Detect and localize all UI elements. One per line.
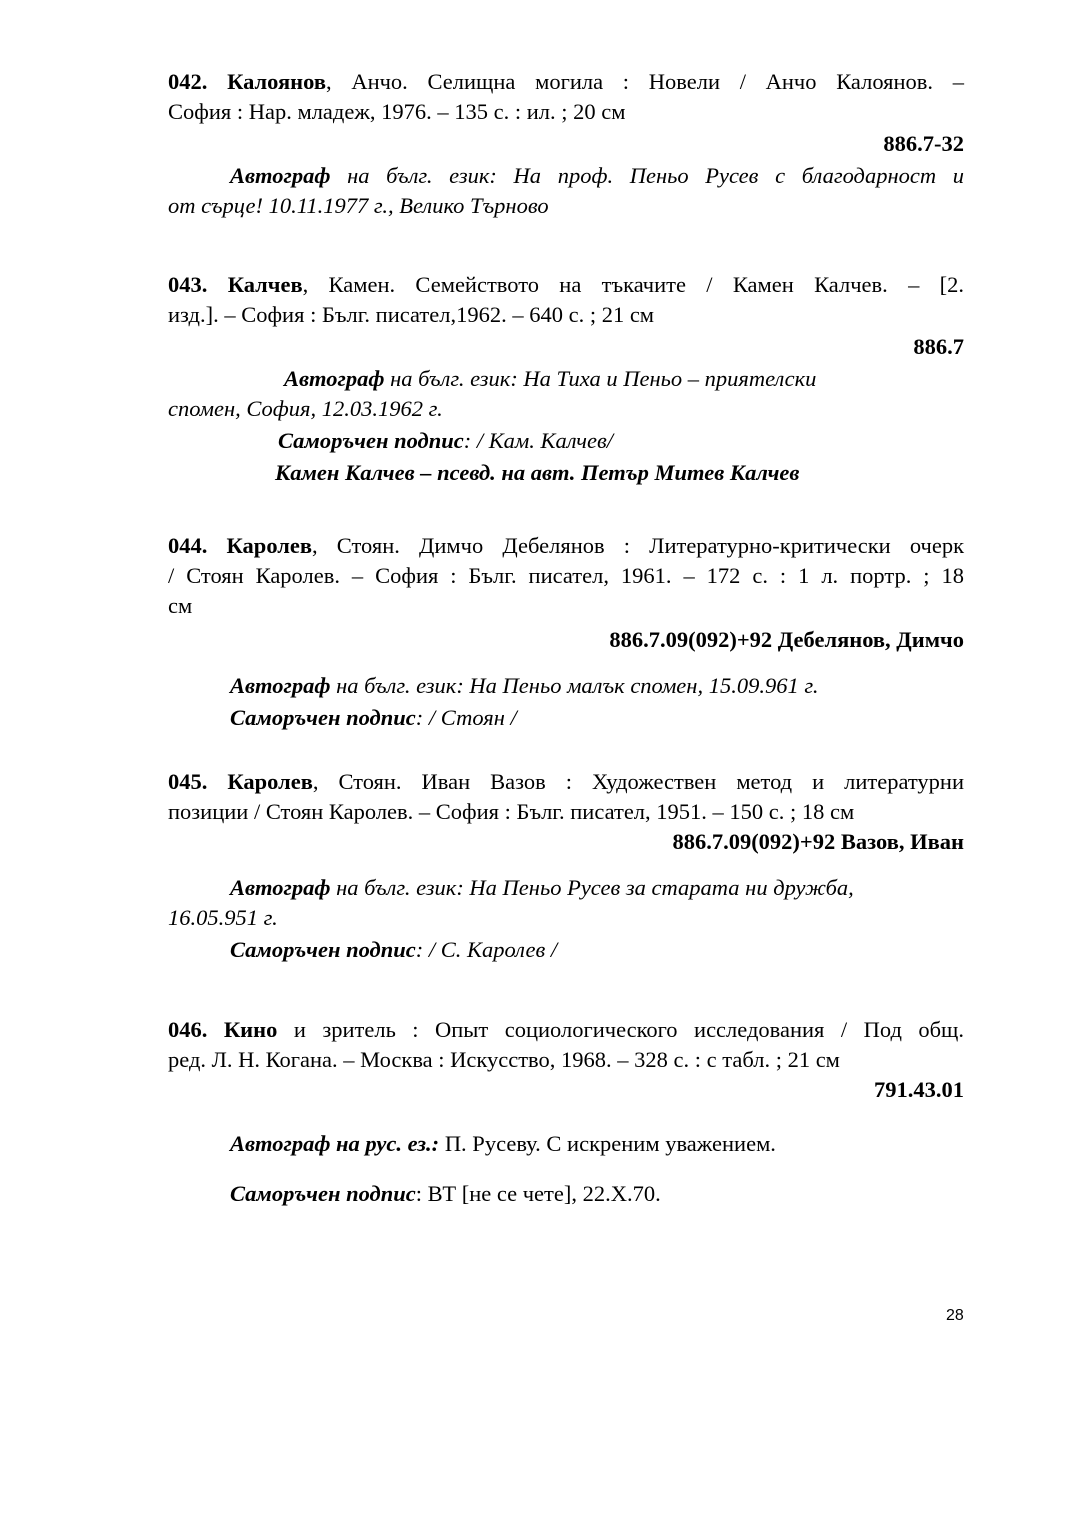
autograph-line-2: спомен, София, 12.03.1962 г. bbox=[168, 396, 443, 421]
entry-line-1 bbox=[168, 767, 964, 797]
entry-author: Каролев bbox=[226, 533, 313, 558]
autograph-text: на бълг. език: На проф. Пеньо Русев с благодарност и bbox=[330, 163, 964, 188]
signature-label: Саморъчен подпис bbox=[230, 705, 416, 730]
entry-line-2: София : Нар. младеж, 1976. – 135 с. : ил. ; 20 см bbox=[168, 99, 626, 124]
page-number: 28 bbox=[946, 1307, 964, 1324]
signature-label: Саморъчен подпис bbox=[278, 428, 464, 453]
entry-line-2: позиции / Стоян Каролев. – София : Бълг. писател, 1951. – 150 с. ; 18 см bbox=[168, 799, 855, 824]
signature-line bbox=[168, 1179, 964, 1209]
signature-text: : / Кам. Калчев/ bbox=[463, 428, 613, 453]
autograph-label: Автограф на рус. ез.: bbox=[230, 1131, 440, 1156]
entry-author: Кино bbox=[223, 1017, 278, 1042]
signature-text: : ВТ [не се чете], 22.Х.70. bbox=[415, 1181, 661, 1206]
udc-code: 886.7.09(092)+92 Дебелянов, Димчо bbox=[609, 627, 964, 652]
entry-author: Каролев bbox=[227, 769, 313, 794]
autograph-label: Автограф bbox=[230, 875, 331, 900]
signature-label: Саморъчен подпис bbox=[230, 937, 416, 962]
entry-line-2: изд.]. – София : Бълг. писател,1962. – 640 с. ; 21 см bbox=[168, 302, 655, 327]
entry-author: Калчев bbox=[227, 272, 303, 297]
entry-line-1 bbox=[168, 270, 964, 300]
entry-number: 042. bbox=[168, 69, 208, 94]
entry-author: Калоянов bbox=[227, 69, 326, 94]
autograph-line-1 bbox=[168, 873, 964, 903]
entry-description: , Стоян. Иван Вазов : Художествен метод и литературни bbox=[312, 769, 964, 794]
autograph-text: на бълг. език: На Тиха и Пеньо – приятелски bbox=[384, 366, 817, 391]
bibliography-entry-046 bbox=[168, 1015, 964, 1209]
bibliography-entry-043 bbox=[168, 270, 964, 488]
udc-code: 791.43.01 bbox=[874, 1077, 964, 1102]
udc-code: 886.7-32 bbox=[883, 131, 964, 156]
autograph-line-2: от сърце! 10.11.1977 г., Велико Търново bbox=[168, 193, 549, 218]
entry-line-1 bbox=[168, 531, 964, 561]
udc-code: 886.7 bbox=[913, 334, 964, 359]
signature-text: : / Стоян / bbox=[415, 705, 517, 730]
autograph-label: Автограф bbox=[230, 673, 331, 698]
entry-line-3: см bbox=[168, 593, 193, 618]
autograph-label: Автограф bbox=[230, 163, 331, 188]
entry-line-1 bbox=[168, 67, 964, 97]
entry-description: , Стоян. Димчо Дебелянов : Литературно-критически очерк bbox=[312, 533, 964, 558]
entry-line-2: / Стоян Каролев. – София : Бълг. писател, 1961. – 172 с. : 1 л. портр. ; 18 bbox=[168, 563, 964, 588]
entry-line-2: ред. Л. Н. Когана. – Москва : Искусство, 1968. – 328 с. : с табл. ; 21 см bbox=[168, 1047, 840, 1072]
autograph-text: на бълг. език: На Пеньо Русев за старата ни дружба, bbox=[330, 875, 854, 900]
autograph-line-1 bbox=[168, 671, 964, 701]
signature-line bbox=[168, 935, 964, 965]
autograph-line-2: 16.05.951 г. bbox=[168, 905, 278, 930]
autograph-text: на бълг. език: На Пеньо малък спомен, 15.09.961 г. bbox=[330, 673, 819, 698]
signature-line bbox=[168, 426, 964, 456]
autograph-line-1 bbox=[168, 161, 964, 191]
autograph-label: Автограф bbox=[284, 366, 385, 391]
entry-description: и зритель : Опыт социологического исследования / Под общ. bbox=[277, 1017, 965, 1042]
bibliography-entry-042 bbox=[168, 67, 964, 221]
signature-label: Саморъчен подпис bbox=[230, 1181, 416, 1206]
autograph-line-1 bbox=[168, 1129, 964, 1159]
bibliography-entry-044 bbox=[168, 531, 964, 733]
entry-description: , Анчо. Селищна могила : Новели / Анчо Калоянов. – bbox=[325, 69, 964, 94]
entry-number: 045. bbox=[168, 769, 208, 794]
entry-number: 043. bbox=[168, 272, 208, 297]
entry-description: , Камен. Семейството на тъкачите / Камен Калчев. – [2. bbox=[302, 272, 964, 297]
autograph-text: П. Русеву. С искреним уважением. bbox=[439, 1131, 776, 1156]
autograph-line-1 bbox=[168, 364, 964, 394]
signature-line bbox=[168, 703, 964, 733]
entry-number: 046. bbox=[168, 1017, 208, 1042]
bibliography-entry-045 bbox=[168, 767, 964, 965]
signature-text: : / С. Каролев / bbox=[415, 937, 558, 962]
entry-line-1 bbox=[168, 1015, 964, 1045]
pseudonym-note: Камен Калчев – псевд. на авт. Петър Митев Калчев bbox=[275, 460, 800, 485]
udc-code: 886.7.09(092)+92 Вазов, Иван bbox=[672, 829, 964, 854]
entry-number: 044. bbox=[168, 533, 208, 558]
